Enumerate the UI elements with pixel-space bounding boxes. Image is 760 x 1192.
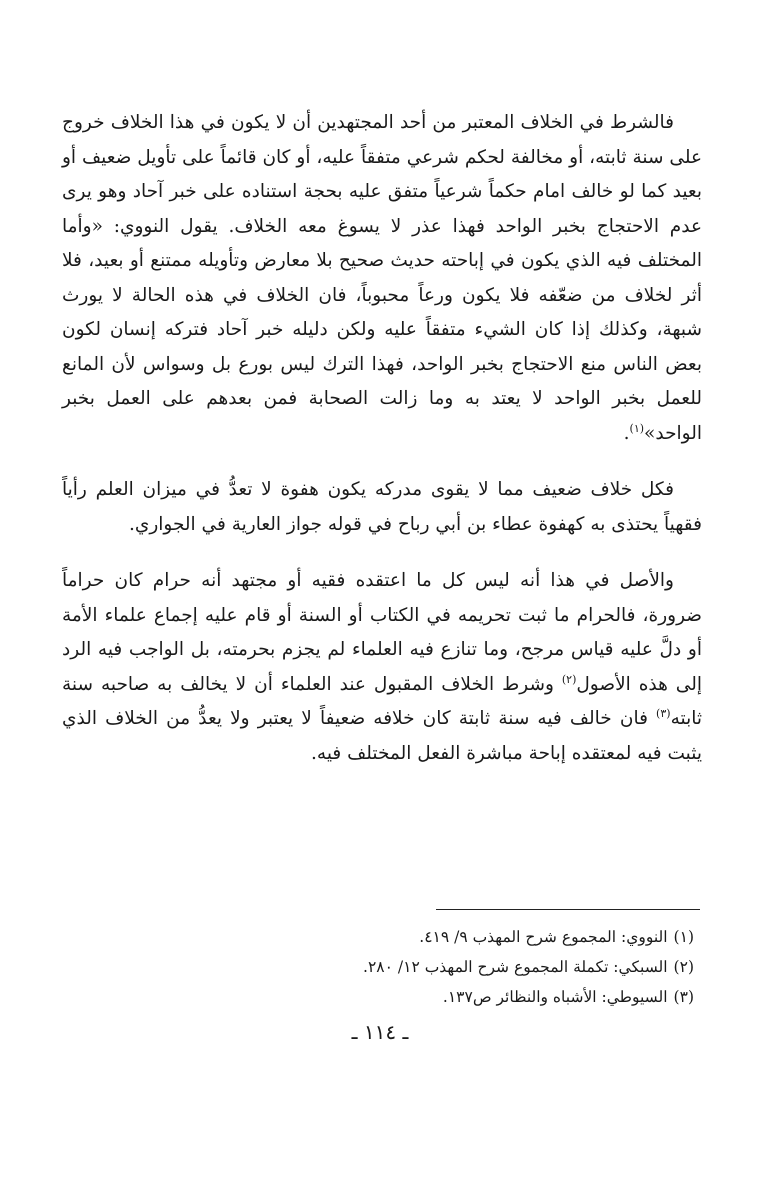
footnote-3-number: (٣) [673,988,694,1006]
paragraph-2: فكل خلاف ضعيف مما لا يقوى مدركه يكون هفوة لا تعدُّ في ميزان العلم رأياً فقهياً يحتذى به كهفوة عطاء بن أبي رباح في قوله جواز العارية في الجواري. [62,479,702,535]
footnote-1 [174,922,694,952]
paragraph-3-text-c: فان خالف فيه سنة ثابتة كان خلافه ضعيفاً لا يعتبر ولا يعدُّ من الخلاف الذي يثبت فيه لمعتقده إباحة مباشرة الفعل المختلف فيه. [62,708,702,764]
paragraph-3-text-a: والأصل في هذا أنه ليس كل ما اعتقده فقيه أو مجتهد أنه حرام كان حراماً ضرورة، فالحرام ما ثبت تحريمه في الكتاب أو السنة أو قام عليه إجماع علماء الأمة أو دلَّ عليه قياس مرجح، وما تنازع فيه العلماء لم يجزم بحرمته، بل الواجب فيه الرد إلى هذه الأصول [62,570,703,695]
footnote-divider [436,909,700,910]
footnote-ref-2: (٢) [561,672,577,686]
footnote-1-text: النووي: المجموع شرح المهذب ٩/ ٤١٩. [419,928,668,946]
paragraph-3-text-b: وشرط الخلاف المقبول عند العلماء أن لا يخالف به صاحبه سنة ثابته [62,673,702,729]
footnote-ref-1: (١) [629,421,645,435]
page-number: ـ ١١٤ ـ [351,1020,409,1044]
paragraph-1-text: فالشرط في الخلاف المعتبر من أحد المجتهدين أن لا يكون في هذا الخلاف خروج على سنة ثابته، أو مخالفة لحكم شرعي متفقاً عليه، أو كان قائماً على تأويل ضعيف أو بعيد كما لو خالف امام حكماً شرعياً متفق عليه بحجة استناده على خبر آحاد وهو يرى عدم الاحتجاج بخبر الواحد فهذا عذر لا يسوغ معه الخلاف. يقول النووي: «وأما المختلف فيه الذي يكون في إباحته حديث صحيح بلا معارض وتأويله ممتنع أو بعيد، فلا أثر لخلاف من ضعّفه فلا يكون ورعاً محبوباً، فان الخلاف في هذه الحالة لا يورث شبهة، وكذلك إذا كان الشيء متفقاً عليه ولكن دليله خبر آحاد فتركه إنسان لكون بعض الناس منع الاحتجاج بخبر الواحد، فهذا الترك ليس بورع بل وسواس لأن المانع للعمل بخبر الواحد لا يعتد به وما زالت الصحابة فمن بعدهم على العمل بخبر الواحد» [62,112,702,444]
paragraph-1 [62,106,702,451]
main-text [62,106,702,771]
footnote-2-text: السبكي: تكملة المجموع شرح المهذب ١٢/ ٢٨٠. [363,958,668,976]
footnote-ref-3: (٣) [656,706,671,720]
paragraph-3 [62,564,702,771]
footnote-3-text: السيوطي: الأشباه والنظائر ص١٣٧. [442,988,668,1006]
footnote-3 [174,982,694,1012]
paragraph-1-end: . [623,422,630,444]
footnote-2 [174,952,694,982]
footnotes [174,922,694,1012]
footnote-1-number: (١) [673,928,694,946]
footnote-2-number: (٢) [673,958,694,976]
